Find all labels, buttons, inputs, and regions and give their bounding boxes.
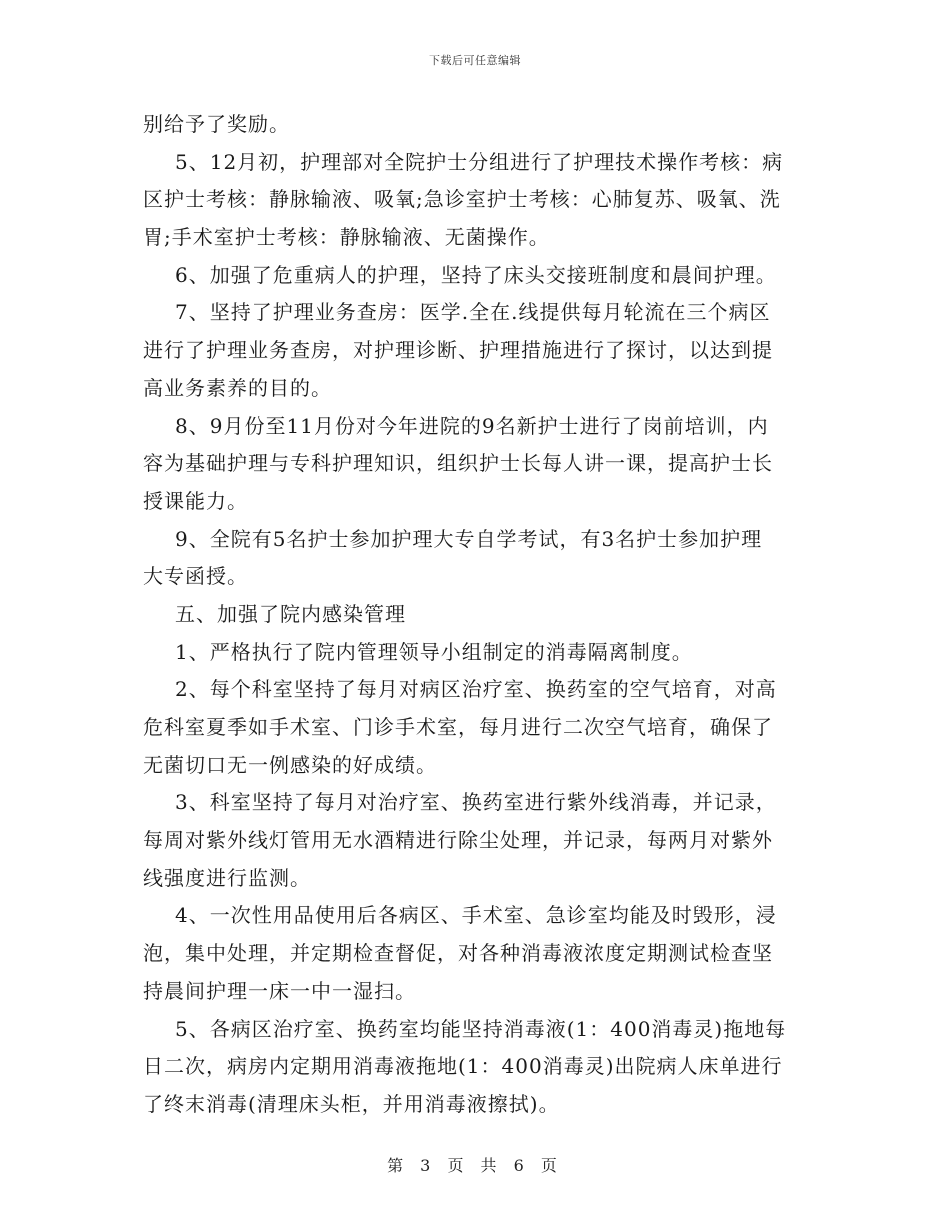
text-line: 线强度进行监测。 [143, 865, 311, 890]
text-line: 授课能力。 [143, 488, 248, 513]
page-number: 第 3 页 共 6 页 [387, 1156, 563, 1175]
text-line: 高业务素养的目的。 [143, 375, 332, 400]
text-line: 1、严格执行了院内管理领导小组制定的消毒隔离制度。 [175, 639, 693, 664]
text-line: 别给予了奖励。 [143, 112, 290, 136]
text-line: 日二次，病房内定期用消毒液拖地(1：400消毒灵)出院病人床单进行 [143, 1054, 783, 1079]
text-line: 9、全院有5名护士参加护理大专自学考试，有3名护士参加护理 [175, 526, 763, 551]
text-line: 每周对紫外线灯管用无水酒精进行除尘处理，并记录，每两月对紫外 [143, 828, 773, 853]
text-line: 4、一次性用品使用后各病区、手术室、急诊室均能及时毁形，浸 [175, 903, 777, 928]
text-line: 5、12月初，护理部对全院护士分组进行了护理技术操作考核：病 [175, 149, 784, 174]
text-line: 7、坚持了护理业务查房：医学.全在.线提供每月轮流在三个病区 [175, 300, 771, 325]
text-line: 五、加强了院内感染管理 [175, 601, 406, 626]
document-body [143, 106, 808, 1124]
text-line: 进行了护理业务查房，对护理诊断、护理措施进行了探讨，以达到提 [143, 338, 773, 363]
text-line: 胃;手术室护士考核：静脉输液、无菌操作。 [143, 225, 550, 250]
text-line: 8、9月份至11月份对今年进院的9名新护士进行了岗前培训，内 [175, 413, 769, 438]
text-line: 容为基础护理与专科护理知识，组织护士长每人讲一课，提高护士长 [143, 451, 773, 476]
page-header-note: 下载后可任意编辑 [429, 54, 521, 67]
text-line: 了终末消毒(清理床头柜，并用消毒液擦拭)。 [143, 1091, 560, 1116]
text-line: 区护士考核：静脉输液、吸氧;急诊室护士考核：心肺复苏、吸氧、洗 [143, 187, 781, 212]
text-line: 大专函授。 [143, 564, 248, 589]
text-line: 泡，集中处理，并定期检查督促，对各种消毒液浓度定期测试检查坚 [143, 941, 773, 966]
text-line: 3、科室坚持了每月对治疗室、换药室进行紫外线消毒，并记录， [175, 790, 777, 815]
text-line: 无菌切口无一例感染的好成绩。 [143, 752, 437, 777]
text-line: 2、每个科室坚持了每月对病区治疗室、换药室的空气培育，对高 [175, 677, 777, 702]
text-line: 危科室夏季如手术室、门诊手术室，每月进行二次空气培育，确保了 [143, 715, 773, 739]
text-line: 6、加强了危重病人的护理，坚持了床头交接班制度和晨间护理。 [175, 262, 777, 287]
text-line: 5、各病区治疗室、换药室均能坚持消毒液(1：400消毒灵)拖地每 [175, 1016, 787, 1041]
text-line: 持晨间护理一床一中一湿扫。 [143, 978, 416, 1003]
